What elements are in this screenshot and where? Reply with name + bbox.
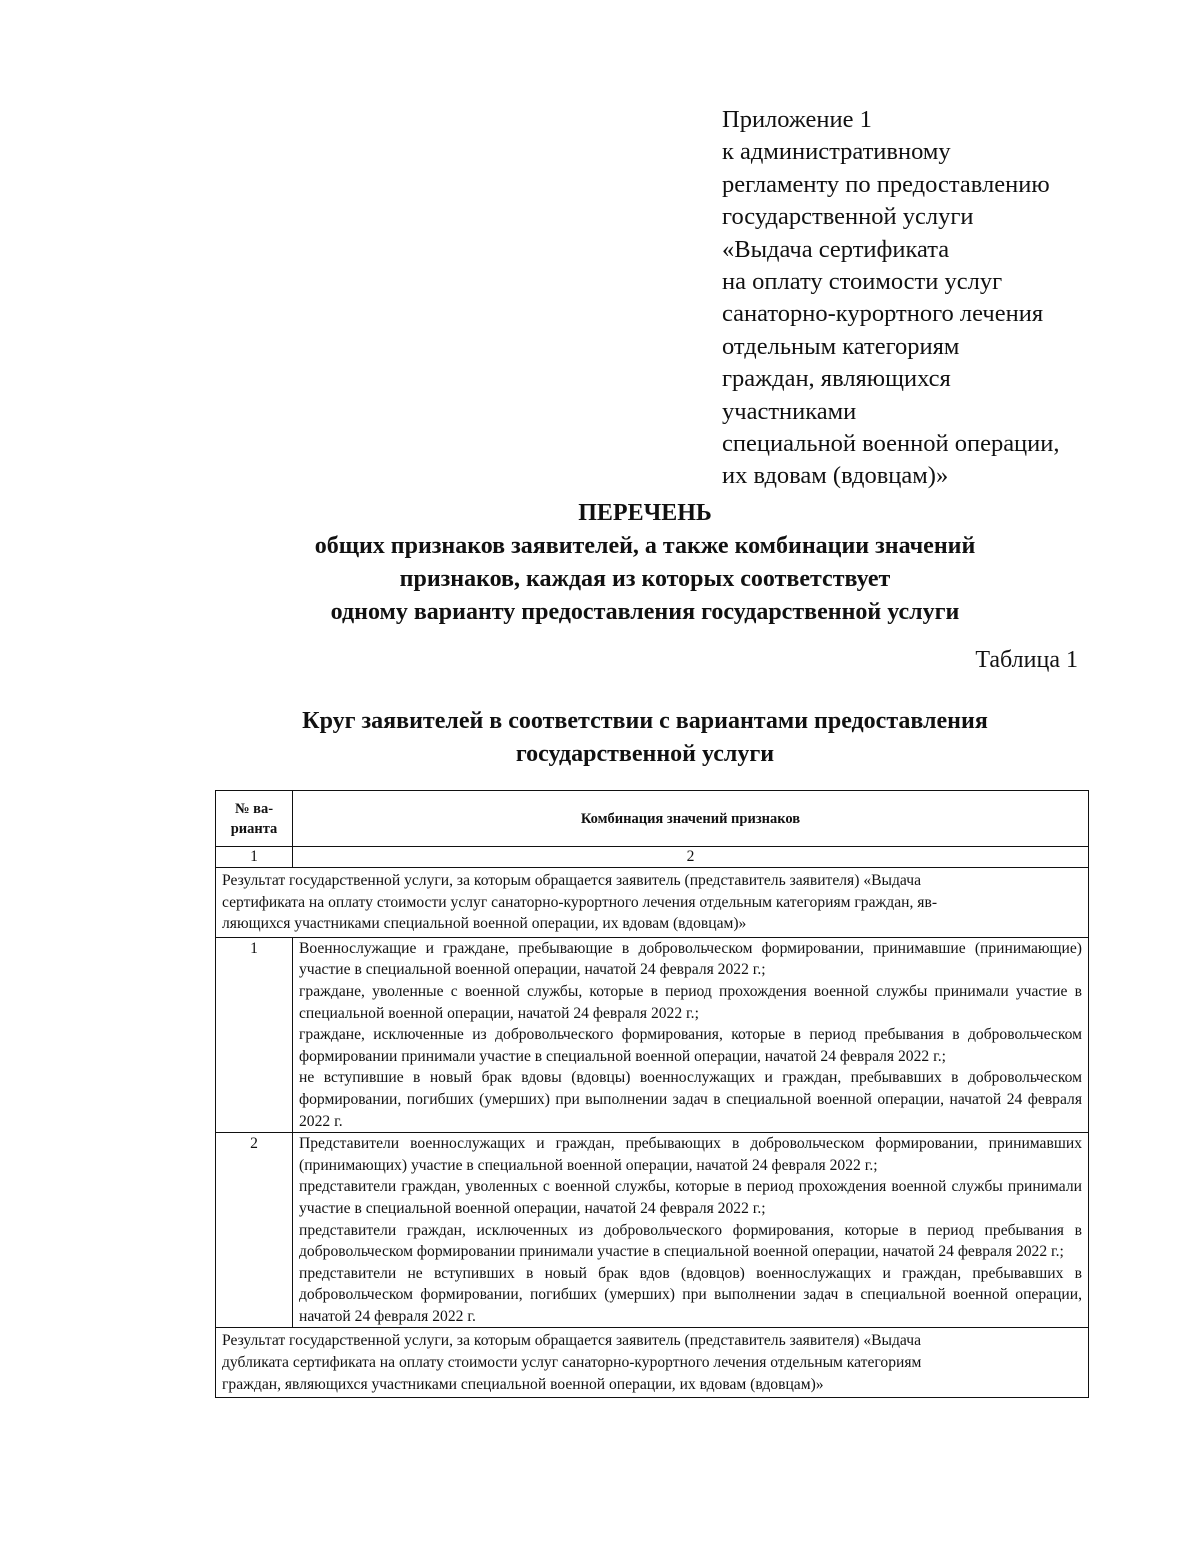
- variant-number: 1: [216, 937, 293, 1132]
- table-header-row: [216, 791, 1089, 847]
- appendix-line: санаторно-курортного лечения: [722, 300, 1044, 328]
- appendix-line: отдельным категориям: [722, 332, 960, 360]
- document-title: [150, 497, 1140, 629]
- variant-paragraph: представители граждан, уволенных с военной службы, которые в период прохождения военной службы принимали участие в специальной военной операции, начатой 24 февраля 2022 г.;: [299, 1178, 1082, 1217]
- title-word: ПЕРЕЧЕНЬ: [578, 500, 712, 526]
- variant-paragraph: не вступившие в новый брак вдовы (вдовцы) военнослужащих и граждан, пребывавших в добровольческом формировании, погибших (умерших) при выполнении задач в специальной военной операции, начатой 24 февраля 2022 г.: [299, 1069, 1082, 1130]
- result-cell: Результат государственной услуги, за которым обращается заявитель (представитель заявителя) «Выдача сертификата на оплату стоимости услуг санаторно-курортного лечения отдельным категориям граждан, яв- ляющихся участниками специальной военной операции, их вдовам (вдовцам)»: [216, 868, 1089, 938]
- header-combination: Комбинация значений признаков: [293, 791, 1089, 847]
- result-cell: Результат государственной услуги, за которым обращается заявитель (представитель заявителя) «Выдача дубликата сертификата на оплату стоимости услуг санаторно-курортного лечения отдельным категориям граждан, являющихся участниками специальной военной операции, их вдовам (вдовцам)»: [216, 1328, 1089, 1398]
- variant-description: [293, 1133, 1089, 1328]
- appendix-line: государственной услуги: [722, 203, 974, 231]
- variant-paragraph: Представители военнослужащих и граждан, пребывающих в добровольческом формировании, принимавших (принимающих) участие в специальной военной операции, начатой 24 февраля 2022 г.;: [299, 1135, 1082, 1174]
- variant-paragraph: граждане, исключенные из добровольческого формирования, которые в период пребывания в добровольческом формировании принимали участие в специальной военной операции, начатой 24 февраля 2022 г.;: [299, 1026, 1082, 1065]
- table-title-line: Круг заявителей в соответствии с вариантами предоставления: [302, 708, 988, 734]
- variant-paragraph: Военнослужащие и граждане, пребывающие в добровольческом формировании, принимавшие (принимающие) участие в специальной военной операции, начатой 24 февраля 2022 г.;: [299, 939, 1082, 979]
- variant-row: [216, 1133, 1089, 1328]
- variant-paragraph: представители граждан, исключенных из добровольческого формирования, которые в период пребывания в добровольческом формировании принимали участие в специальной военной операции, начатой 24 февраля 2022 г.;: [299, 1221, 1082, 1261]
- title-line: одному варианту предоставления государственной услуги: [330, 599, 960, 625]
- column-number: 1: [216, 847, 293, 868]
- appendix-line: их вдовам (вдовцам)»: [722, 462, 949, 490]
- appendix-line: участниками: [722, 397, 857, 425]
- table-label: Таблица 1: [975, 647, 1078, 673]
- variants-table: [215, 790, 1089, 1398]
- column-numbering-row: [216, 847, 1089, 868]
- appendix-line: на оплату стоимости услуг: [722, 268, 1003, 296]
- title-line: общих признаков заявителей, а также комбинации значений: [314, 533, 976, 559]
- variant-row: [216, 937, 1089, 1132]
- appendix-line: «Выдача сертификата: [722, 235, 950, 263]
- variant-number: 2: [216, 1133, 293, 1328]
- appendix-block: [722, 104, 1162, 493]
- table-title-line: государственной услуги: [515, 741, 775, 767]
- appendix-line: граждан, являющихся: [722, 365, 951, 393]
- appendix-line: специальной военной операции,: [722, 430, 1060, 458]
- result-row: [216, 1328, 1089, 1398]
- variant-paragraph: граждане, уволенные с военной службы, которые в период прохождения военной службы принимали участие в специальной военной операции, начатой 24 февраля 2022 г.;: [299, 982, 1082, 1022]
- table-title: [150, 705, 1140, 771]
- variant-description: [293, 937, 1089, 1132]
- appendix-line: к административному: [722, 138, 951, 166]
- column-number: 2: [293, 847, 1089, 868]
- appendix-line: Приложение 1: [722, 106, 872, 133]
- variant-paragraph: представители не вступивших в новый брак вдов (вдовцов) военнослужащих и граждан, пребывавших в добровольческом формировании, погибших (умерших) при выполнении задач в специальной военной операции, начатой 24 февраля 2022 г.: [299, 1264, 1082, 1325]
- title-line: признаков, каждая из которых соответствует: [399, 566, 891, 592]
- result-row: [216, 868, 1089, 938]
- header-variant-number: № ва- рианта: [216, 791, 293, 847]
- appendix-line: регламенту по предоставлению: [722, 170, 1050, 198]
